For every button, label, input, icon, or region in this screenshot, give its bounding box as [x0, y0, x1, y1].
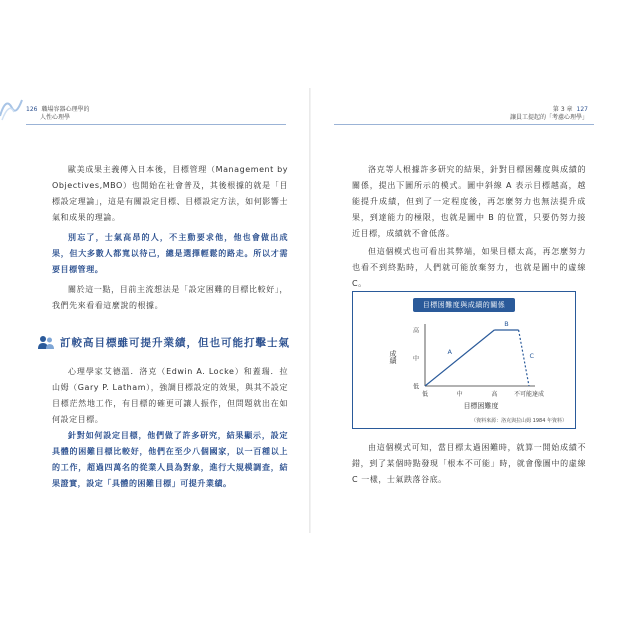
section-heading	[38, 335, 290, 350]
left-paragraph-5: 針對如何設定目標，他們做了許多研究，結果顯示，設定具體的困難目標比較好，他們在至少八個國家，以一百種以上的工作，超過四萬名的從業人員為對象，進行大規模調查，結果證實，設定「具體的困難目標」可提升業績。	[52, 431, 288, 488]
right-page-header	[510, 106, 588, 122]
right-paragraph-2: 但這個模式也可看出其弊端，如果目標太高，再怎麼努力也看不到終點時，人們就可能放棄努力，也就是圖中的虛線 C。	[352, 247, 586, 288]
y-tick-label: 中	[412, 355, 419, 363]
chart-title: 目標困難度與成績的關係	[413, 298, 515, 312]
book-spread	[0, 88, 620, 533]
x-tick-label: 不可能達成	[513, 391, 545, 398]
goal-difficulty-chart	[352, 291, 576, 429]
right-header-rule	[334, 124, 594, 125]
section-heading-text: 訂較高目標雖可提升業績，但也可能打擊士氣	[60, 337, 290, 349]
left-book-title-2: 人性心理學	[40, 114, 71, 121]
right-paragraph-3: 由這個模式可知，當目標太過困難時，就算一開始成績不錯，到了某個時點發現「根本不可能」時，就會像圖中的虛線 C 一樣，士氣跌落谷底。	[352, 443, 586, 484]
y-tick-label: 低	[412, 383, 419, 391]
page-gutter	[309, 88, 311, 533]
right-chapter-title: 讓員工提起的「考慮心理學」	[509, 114, 588, 121]
left-book-title-1: 職場容器心理學的	[41, 106, 90, 113]
y-tick-label: 高	[412, 327, 419, 335]
series-label-b: B	[504, 320, 509, 328]
left-paragraph-3: 關於這一點，目前主流想法是「設定困難的目標比較好」，我們先來看看這麼說的根據。	[52, 285, 288, 310]
left-paragraph-4: 心理學家艾德溫．洛克（Edwin A. Locke）和蓋瑞．拉山姆（Gary P. Latham），強調目標設定的效果，與其不設定目標茫然地工作，有目標的確更可讓人振作，但問題就出在如何設定目標。	[52, 367, 288, 424]
series-label-c: C	[529, 352, 535, 360]
left-paragraph-1: 歐美成果主義傳入日本後，目標管理（Management by Objectives,MBO）也開始在社會普及，其後根據的就是「目標設定理論」，這是有關設定目標、目標設定方法，如何影響士氣和成果的理論。	[52, 165, 288, 222]
header-swirl-icon	[0, 92, 26, 122]
y-axis-label: 成績	[389, 350, 397, 364]
chart-plot	[353, 292, 575, 428]
series-line-a	[425, 330, 494, 386]
series-line-c	[519, 330, 529, 386]
right-page-number: 127	[576, 106, 588, 113]
x-tick-label: 高	[491, 391, 498, 398]
left-paragraph-2: 別忘了，士氣高昂的人，不主動要求他，他也會做出成果，但大多數人都寬以待己，總是選擇輕鬆的路走。所以才需要目標管理。	[52, 233, 288, 274]
left-page-number: 126	[26, 106, 38, 113]
x-tick-label: 低	[421, 391, 429, 398]
chart-source: （資料來源：洛克與拉山姆 1984 年資料）	[471, 418, 567, 424]
right-paragraph-1: 洛克等人根據許多研究的結果，針對目標困難度與成績的關係，提出下圖所示的模式。圖中斜線 A 表示目標越高，越能提升成績，但到了一定程度後，再怎麼努力也無法提升成果，到達能力的極限，也就是圖中 B 的位置，只要仍努力接近目標，成績就不會低落。	[352, 165, 586, 238]
left-header-rule	[26, 124, 286, 125]
people-icon	[38, 335, 54, 349]
left-page-header	[26, 106, 89, 122]
x-axis-label: 目標困難度	[463, 402, 499, 410]
right-chapter-label: 第 3 章	[552, 106, 573, 113]
x-tick-label: 中	[456, 391, 463, 398]
series-label-a: A	[447, 348, 452, 356]
